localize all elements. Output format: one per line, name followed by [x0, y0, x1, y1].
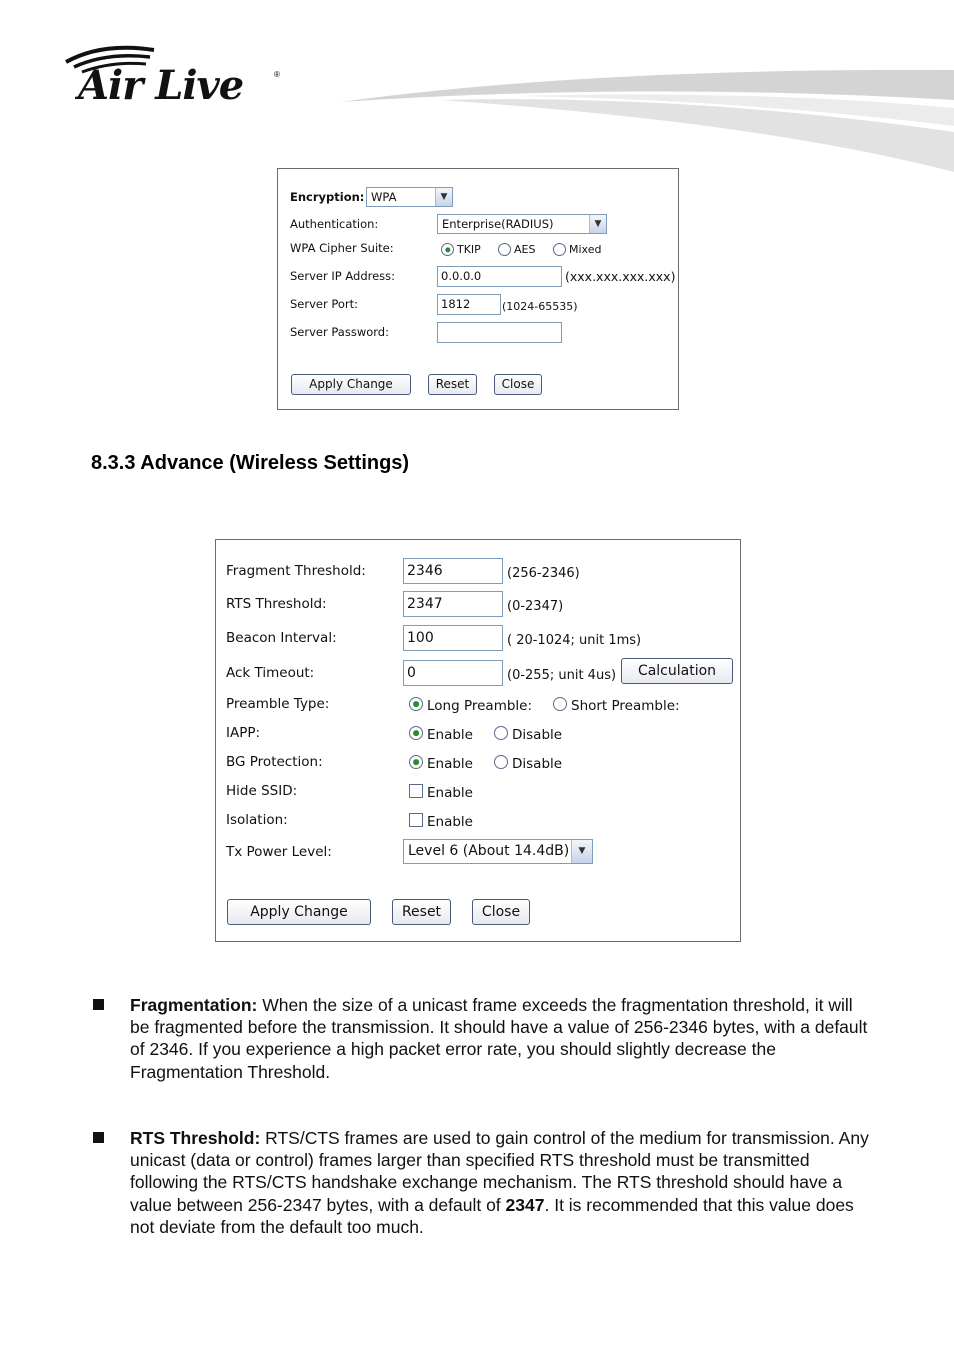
cipher-mixed-label: Mixed: [569, 243, 602, 256]
authentication-select-value: Enterprise(RADIUS): [442, 217, 554, 231]
server-ip-label: Server IP Address:: [290, 269, 396, 283]
calculation-button[interactable]: Calculation: [621, 658, 733, 684]
reset-button[interactable]: Reset: [392, 899, 451, 925]
rts-text-before: RTS/CTS frames are used to gain control of the medium for transmission. Any unicast (data or control) frames larger than specified RTS threshold must be transmitted following the RTS/CTS handshake exchange mechanism. The RTS threshold should have a value between 256-2347 bytes, with a default of: [130, 1128, 869, 1215]
encryption-label: Encryption:: [290, 190, 365, 204]
server-ip-hint: (xxx.xxx.xxx.xxx): [565, 269, 676, 284]
tx-power-select-value: Level 6 (About 14.4dB): [408, 843, 570, 859]
iapp-enable-radio[interactable]: [409, 726, 423, 740]
rts-threshold-input[interactable]: 2347: [403, 591, 503, 617]
airlive-logo: [62, 40, 292, 110]
registered-mark: ®: [274, 70, 280, 79]
cipher-aes-radio[interactable]: [498, 243, 511, 256]
rts-threshold-paragraph: [130, 1127, 870, 1238]
chevron-down-icon: ▼: [589, 215, 606, 233]
apply-change-button[interactable]: Apply Change: [227, 899, 371, 925]
cipher-tkip-radio[interactable]: [441, 243, 454, 256]
close-button[interactable]: Close: [472, 899, 530, 925]
isolation-checkbox[interactable]: [409, 813, 423, 827]
cipher-tkip-label: TKIP: [457, 243, 481, 256]
isolation-option-label: Enable: [427, 814, 473, 830]
iapp-disable-label: Disable: [512, 727, 563, 743]
encryption-settings-panel: [277, 168, 679, 410]
fragment-threshold-label: Fragment Threshold:: [226, 563, 366, 579]
tx-power-label: Tx Power Level:: [226, 844, 332, 860]
header-swoosh-decoration: [340, 60, 954, 180]
isolation-label: Isolation:: [226, 812, 288, 828]
logo-text: Air Live: [78, 62, 244, 109]
preamble-long-label: Long Preamble:: [427, 698, 533, 714]
preamble-long-radio[interactable]: [409, 697, 423, 711]
beacon-interval-hint: ( 20-1024; unit 1ms): [507, 633, 642, 648]
server-port-input[interactable]: 1812: [437, 294, 501, 315]
apply-change-button[interactable]: Apply Change: [291, 374, 411, 395]
chevron-down-icon: ▼: [571, 840, 592, 863]
iapp-disable-radio[interactable]: [494, 726, 508, 740]
fragmentation-text: When the size of a unicast frame exceeds the fragmentation threshold, it will be fragmented before the transmission. It should have a value of 256-2346 bytes, with a default of 2346. If you experience a high packet error rate, you should slightly decrease the Fragmentation Threshold.: [130, 995, 868, 1082]
beacon-interval-label: Beacon Interval:: [226, 630, 337, 646]
ack-timeout-input[interactable]: 0: [403, 660, 503, 686]
iapp-label: IAPP:: [226, 725, 261, 741]
bg-protection-disable-radio[interactable]: [494, 755, 508, 769]
preamble-short-radio[interactable]: [553, 697, 567, 711]
preamble-type-label: Preamble Type:: [226, 696, 330, 712]
rts-threshold-hint: (0-2347): [507, 599, 564, 614]
hide-ssid-option-label: Enable: [427, 785, 473, 801]
rts-default-emphasis: 2347: [505, 1194, 545, 1215]
bg-protection-enable-radio[interactable]: [409, 755, 423, 769]
rts-text-after: . It is recommended that this value does not deviate from the default too much.: [130, 1194, 854, 1237]
wpa-cipher-label: WPA Cipher Suite:: [290, 241, 394, 255]
encryption-select[interactable]: [366, 187, 453, 207]
fragment-threshold-input[interactable]: 2346: [403, 558, 503, 584]
advance-settings-panel: [215, 539, 741, 942]
ack-timeout-hint: (0-255; unit 4us): [507, 668, 617, 683]
reset-button[interactable]: Reset: [428, 374, 477, 395]
chevron-down-icon: ▼: [435, 188, 452, 206]
authentication-select[interactable]: [437, 214, 607, 234]
hide-ssid-label: Hide SSID:: [226, 783, 298, 799]
cipher-mixed-radio[interactable]: [553, 243, 566, 256]
rts-term: RTS Threshold:: [130, 1128, 261, 1148]
tx-power-select[interactable]: [403, 839, 593, 864]
iapp-enable-label: Enable: [427, 727, 473, 743]
close-button[interactable]: Close: [494, 374, 542, 395]
ack-timeout-label: Ack Timeout:: [226, 665, 315, 681]
rts-threshold-label: RTS Threshold:: [226, 596, 327, 612]
beacon-interval-input[interactable]: 100: [403, 625, 503, 651]
preamble-short-label: Short Preamble:: [571, 698, 680, 714]
encryption-select-value: WPA: [371, 190, 397, 204]
server-password-label: Server Password:: [290, 325, 389, 339]
server-port-label: Server Port:: [290, 297, 359, 311]
fragmentation-paragraph: [130, 994, 870, 1083]
fragment-threshold-hint: (256-2346): [507, 566, 580, 581]
bg-protection-enable-label: Enable: [427, 756, 473, 772]
server-port-hint: (1024-65535): [502, 300, 578, 313]
section-heading: 8.3.3 Advance (Wireless Settings): [91, 452, 410, 474]
cipher-aes-label: AES: [514, 243, 536, 256]
authentication-label: Authentication:: [290, 217, 379, 231]
fragmentation-term: Fragmentation:: [130, 995, 258, 1015]
bg-protection-label: BG Protection:: [226, 754, 323, 770]
server-password-input[interactable]: [437, 322, 562, 343]
bullet-square-icon: [93, 1132, 104, 1143]
hide-ssid-checkbox[interactable]: [409, 784, 423, 798]
bullet-square-icon: [93, 999, 104, 1010]
bg-protection-disable-label: Disable: [512, 756, 563, 772]
server-ip-input[interactable]: 0.0.0.0: [437, 266, 562, 287]
